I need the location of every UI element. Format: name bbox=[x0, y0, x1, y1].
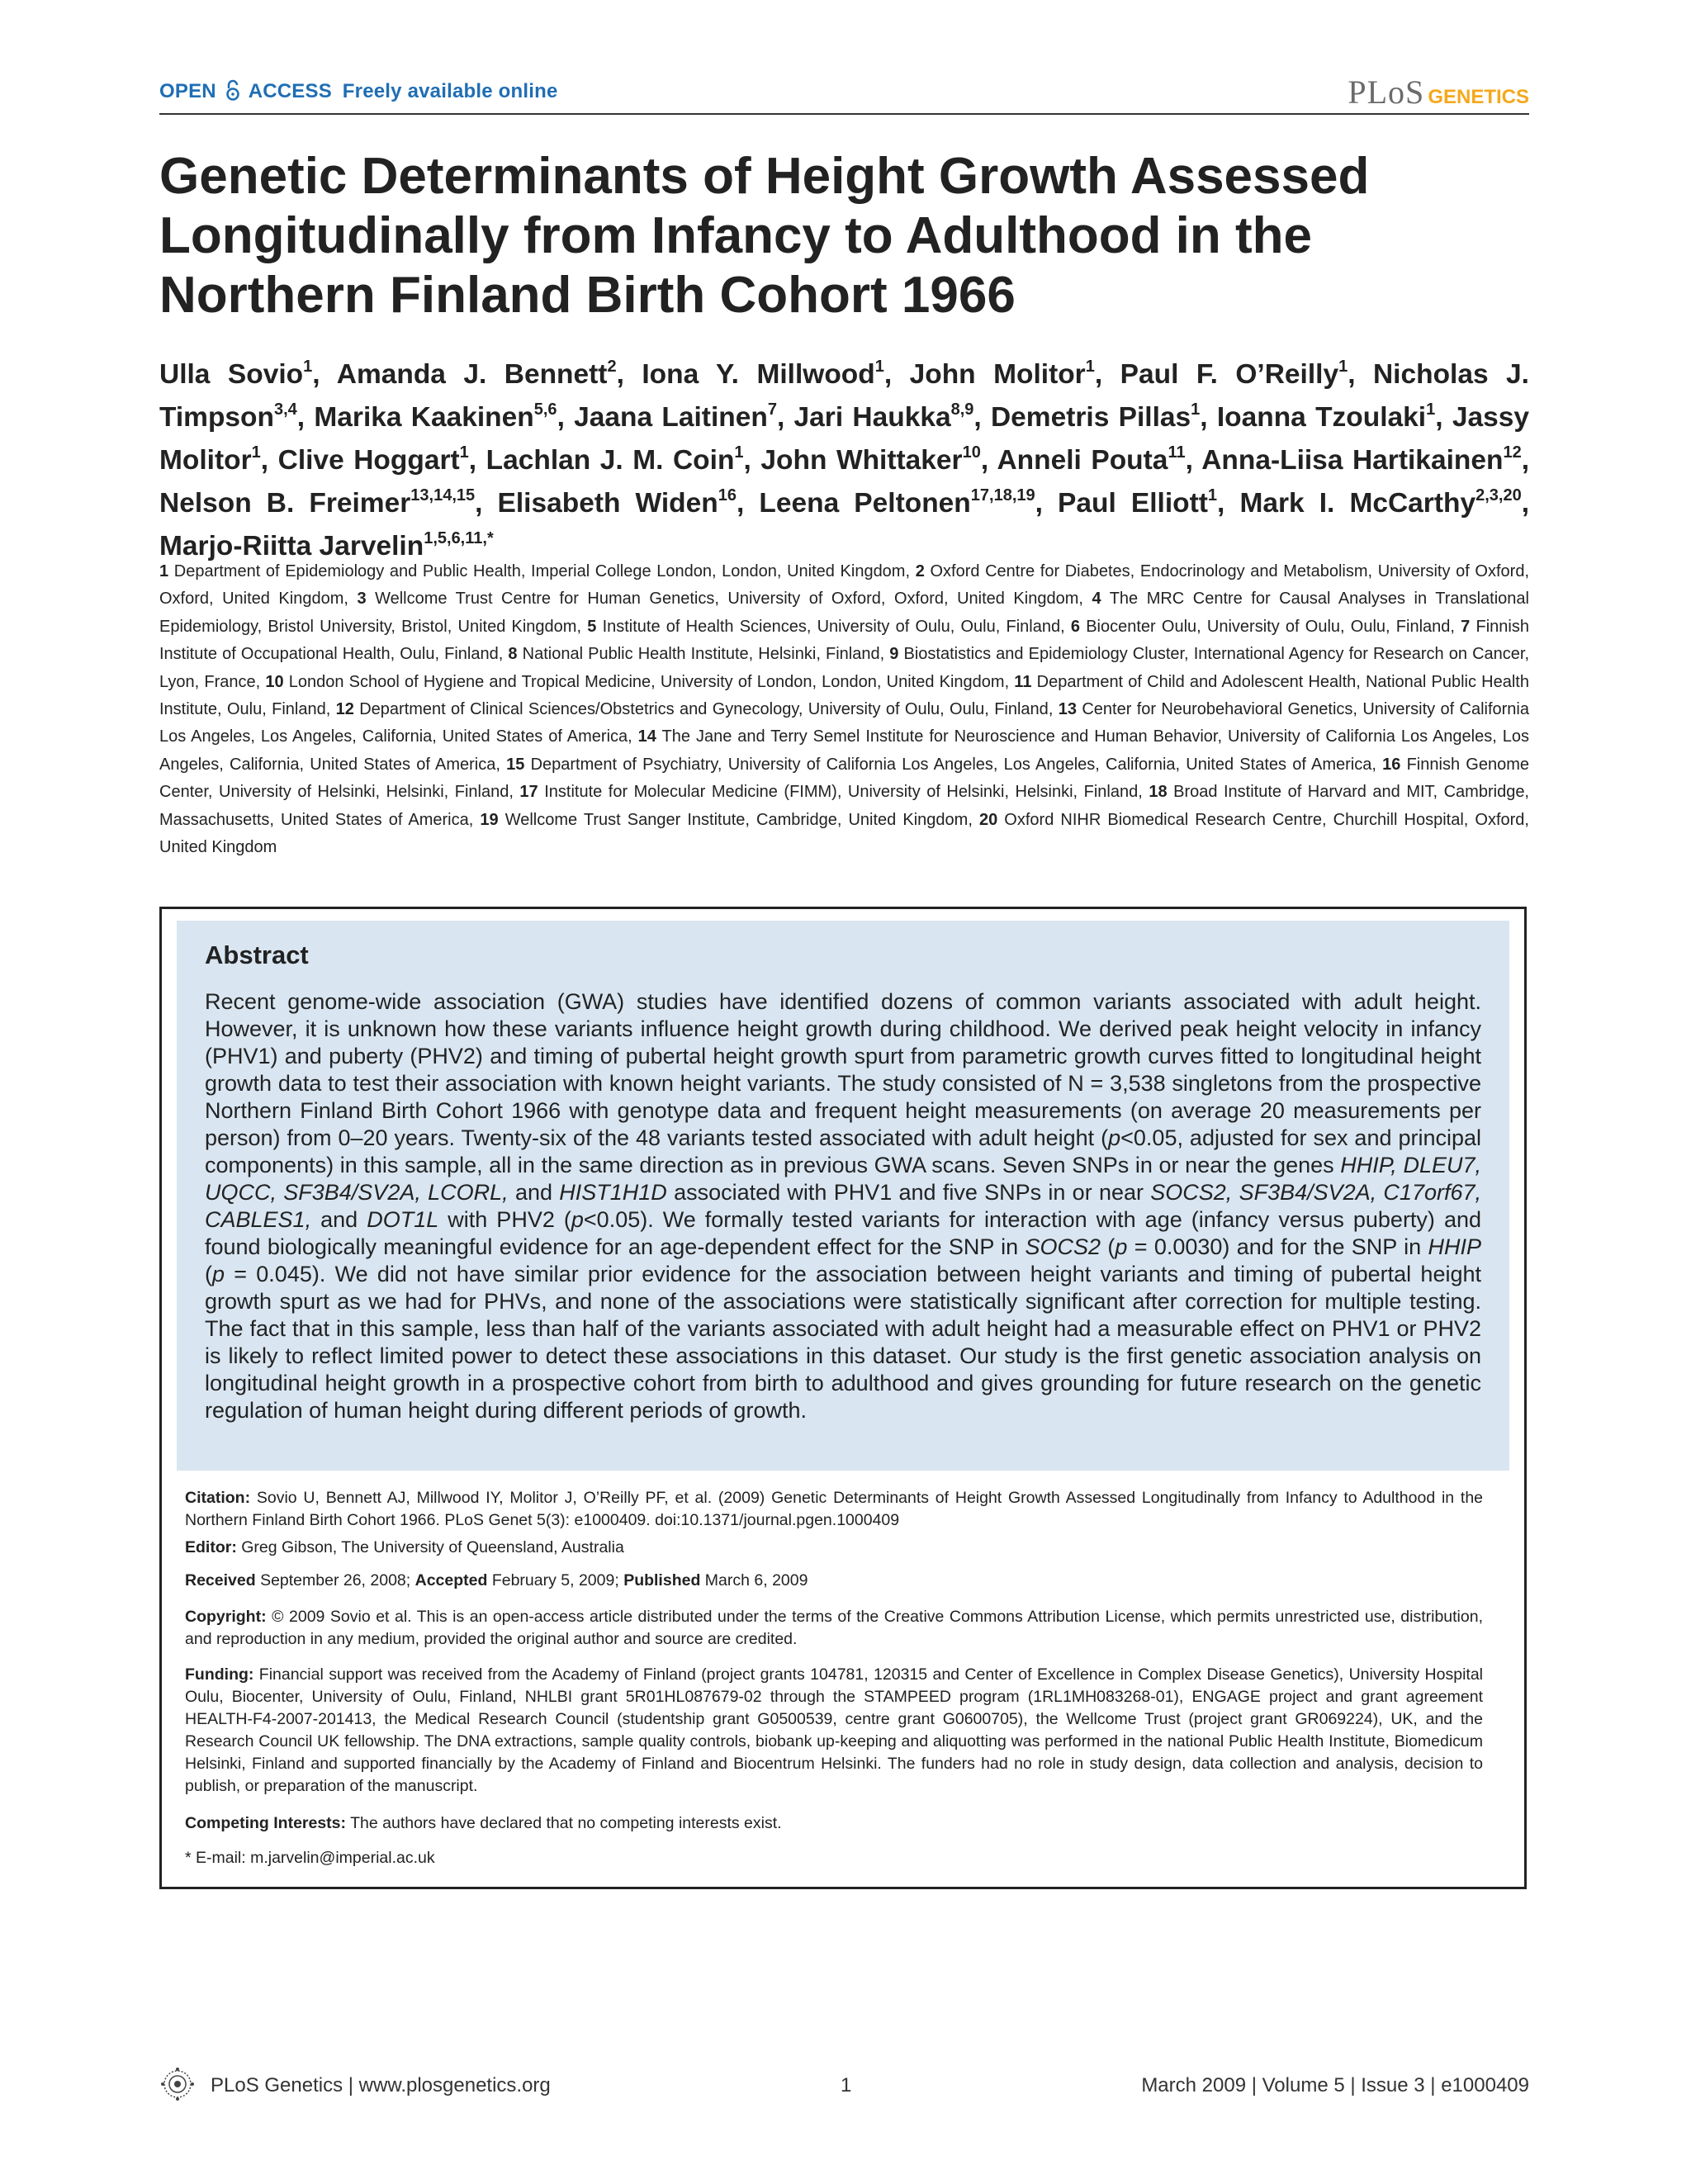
affiliation-number: 2 bbox=[915, 562, 925, 580]
abstract-segment: = 0.045). We did not have similar prior evidence for the association between height variants and timing of pubertal height growth spurt as we had for PHVs, and none of the associations were statistically significant after correction for multiple testing. The fact that in this sample, less than half of the variants associated with adult height had a measurable effect on PHV1 or PHV2 is likely to reflect limited power to detect these associations in this dataset. Our study is the first genetic association analysis on longitudinal height growth in a prospective cohort from birth to adulthood and gives grounding for future research on the genetic regulation of human height during different periods of growth. bbox=[205, 1262, 1481, 1423]
author-affiliation-marker: 1 bbox=[303, 358, 313, 376]
author-name: Nelson B. Freimer bbox=[159, 488, 411, 519]
abstract-segment: = 0.0030) and for the SNP in bbox=[1127, 1234, 1428, 1259]
affiliation bbox=[506, 756, 1371, 774]
author-affiliation-marker: 2 bbox=[607, 358, 617, 376]
author bbox=[574, 402, 777, 433]
affiliation-text: Wellcome Trust Sanger Institute, Cambridge, United Kingdom bbox=[504, 810, 969, 829]
citation-text: Sovio U, Bennett AJ, Millwood IY, Molitor J, O’Reilly PF, et al. (2009) Genetic Determinants of Height Growth Assessed Longitudinally from Infancy to Adulthood in the Northern Finland Birth Cohort 1966. PLoS Genet 5(3): e1000409. doi:10.1371/journal.pgen.1000409 bbox=[185, 1489, 1484, 1529]
affiliation-text: Broad Institute of Harvard and MIT, Cambridge, Massachusetts, United States of America bbox=[159, 783, 1529, 829]
affiliation-text: Center for Neurobehavioral Genetics, University of California Los Angeles, Los Angeles, California, United States of America bbox=[159, 700, 1529, 746]
author-affiliation-marker: 10 bbox=[962, 443, 981, 462]
abstract-segment: Recent genome-wide association (GWA) studies have identified dozens of common variants associated with adult height. However, it is unknown how these variants influence height growth during childhood. We derived peak height velocity in infancy (PHV1) and puberty (PHV2) and timing of pubertal height growth spurt from parametric growth curves fitted to longitudinal height growth data to test their association with known height variants. The study consisted of N = 3,538 singletons from the prospective Northern Finland Birth Cohort 1966 with genotype data and frequent height measurements (on average 20 measurements per person) from 0–20 years. Twenty-six of the 48 variants tested associated with adult height ( bbox=[205, 989, 1481, 1150]
author-affiliation-marker: 1 bbox=[251, 443, 261, 462]
abstract-segment: ( bbox=[1101, 1234, 1115, 1259]
author-name: Jassy Molitor bbox=[159, 402, 1529, 476]
affiliation-number: 5 bbox=[587, 617, 597, 636]
open-access-banner bbox=[159, 79, 558, 103]
email-text[interactable]: * E-mail: m.jarvelin@imperial.ac.uk bbox=[185, 1849, 435, 1867]
page-number: 1 bbox=[841, 2074, 852, 2096]
abstract-italic-term: SOCS2, SF3B4/SV2A, C17orf67, CABLES1, bbox=[205, 1180, 1481, 1232]
affiliation-number: 17 bbox=[519, 783, 538, 802]
editor-label: Editor: bbox=[185, 1538, 237, 1556]
affiliation bbox=[480, 811, 968, 829]
author-name: Ioanna Tzoulaki bbox=[1216, 402, 1427, 433]
author bbox=[159, 488, 475, 519]
affiliation bbox=[508, 645, 879, 663]
copyright-label: Copyright: bbox=[185, 1608, 267, 1626]
author bbox=[997, 445, 1185, 476]
abstract-segment: with PHV2 ( bbox=[438, 1207, 571, 1232]
affiliation bbox=[519, 783, 1138, 801]
affiliation-text: Oxford Centre for Diabetes, Endocrinology and Metabolism, University of Oxford, Oxford, United Kingdom bbox=[159, 562, 1530, 609]
affiliation-number: 10 bbox=[265, 672, 284, 691]
author-affiliation-marker: 1 bbox=[1207, 486, 1218, 505]
author bbox=[1058, 488, 1217, 519]
abstract-segment: and bbox=[508, 1180, 560, 1205]
author bbox=[159, 359, 312, 390]
author-name: Marjo-Riitta Jarvelin bbox=[159, 531, 424, 561]
author-name: Anneli Pouta bbox=[997, 445, 1168, 476]
published-label: Published bbox=[623, 1571, 701, 1589]
genetics-wordmark: GENETICS bbox=[1428, 86, 1529, 108]
author-name: Amanda J. Bennett bbox=[336, 359, 608, 390]
abstract-text bbox=[205, 988, 1481, 1424]
affiliation-text: Department of Clinical Sciences/Obstetrics and Gynecology, University of Oulu, Oulu, Finland bbox=[359, 700, 1049, 719]
author-affiliation-marker: 12 bbox=[1503, 443, 1522, 462]
affiliation-number: 15 bbox=[506, 755, 525, 774]
affiliation-text: London School of Hygiene and Tropical Medicine, University of London, London, United Kingdom bbox=[288, 672, 1005, 691]
funding bbox=[185, 1664, 1483, 1798]
email[interactable] bbox=[185, 1847, 1483, 1869]
affiliation bbox=[159, 562, 905, 580]
author-affiliation-marker: 2,3,20 bbox=[1475, 486, 1522, 505]
access-label: ACCESS bbox=[248, 80, 332, 102]
abstract-italic-term: p bbox=[571, 1207, 584, 1232]
author-affiliation-marker: 17,18,19 bbox=[970, 486, 1035, 505]
abstract-italic-term: HHIP, DLEU7, UQCC, SF3B4/SV2A, LCORL, bbox=[205, 1153, 1481, 1205]
author-name: John Whittaker bbox=[760, 445, 963, 476]
published-date: March 6, 2009 bbox=[704, 1571, 808, 1589]
citation-label: Citation: bbox=[185, 1489, 251, 1507]
affiliation-number: 4 bbox=[1092, 590, 1101, 609]
author bbox=[1120, 359, 1348, 390]
affiliation-text: Oxford NIHR Biomedical Research Centre, Churchill Hospital, Oxford, United Kingdom bbox=[159, 810, 1529, 857]
author-name: Anna-Liisa Hartikainen bbox=[1201, 445, 1504, 476]
abstract-segment: ( bbox=[205, 1262, 212, 1286]
author-name: Lachlan J. M. Coin bbox=[486, 445, 735, 476]
author-list: Ulla Sovio$^1$, Amanda J. Bennett$^2$, Iona Y. Millwood$^1$, John Molitor$^1$, Paul F. O’Reilly$^1$, Nicholas J. Timpson$^{3,4}$, Marika Kaakinen$^{5,6}$, Jaana Laitinen$^7$, Jari Haukka$^{8,9}$, Demetris Pillas$^1$, Ioanna Tzoulaki$^1$, Jassy Molitor$^1$, Clive Hoggart$^1$, Lachlan J. M. Coin$^1$, John Whittaker$^{10}$, Anneli Pouta$^{11}$, Anna-Liisa Hartikainen$^{12}$, Nelson B. Freimer$^{13,14,15}$, Elisabeth Widen$^{16}$, Leena Peltonen$^{17,18,19}$, Paul Elliott$^1$, Mark I. McCarthy$^{2,3,20}$, Marjo-Riitta Jarvelin$^{1,5,6,11,*}$ bbox=[159, 358, 1530, 561]
author-affiliation-marker: 13,14,15 bbox=[410, 486, 476, 505]
open-lock-icon bbox=[225, 79, 240, 101]
affiliation-number: 16 bbox=[1382, 755, 1401, 774]
author-affiliation-marker: 8,9 bbox=[950, 400, 974, 419]
affiliation-text: Wellcome Trust Centre for Human Genetics, University of Oxford, Oxford, United Kingdom bbox=[375, 590, 1079, 609]
received-label: Received bbox=[185, 1571, 256, 1589]
editor bbox=[185, 1537, 1483, 1559]
abstract-heading: Abstract bbox=[205, 940, 309, 969]
affiliation-number: 14 bbox=[637, 727, 656, 746]
author-name: Iona Y. Millwood bbox=[642, 359, 875, 390]
affiliation-number: 6 bbox=[1070, 617, 1080, 636]
journal-logo bbox=[1348, 73, 1529, 111]
footer-issue: March 2009 | Volume 5 | Issue 3 | e1000409 bbox=[1141, 2074, 1529, 2096]
author-name: Elisabeth Widen bbox=[497, 488, 718, 519]
dates bbox=[185, 1570, 1483, 1592]
affiliation-number: 9 bbox=[889, 645, 899, 664]
author bbox=[498, 488, 737, 519]
abstract-segment: <0.05, adjusted for sex and principal components) in this sample, all in the same direction as in previous GWA scans. Seven SNPs in or near the genes bbox=[205, 1125, 1482, 1177]
author bbox=[486, 445, 744, 476]
affiliation bbox=[336, 700, 1049, 718]
footer-journal: PLoS Genetics | www.plosgenetics.org bbox=[211, 2074, 551, 2096]
author-name: Paul Elliott bbox=[1058, 488, 1208, 519]
funding-text: Financial support was received from the Academy of Finland (project grants 104781, 120315 and Center of Excellence in Complex Disease Genetics), University Hospital Oulu, Biocenter, University of Oulu, Finland, NHLBI grant 5R01HL087679-02 through the STAMPEED program (1RL1MH083268-01), ENGAGE project and grant agreement HEALTH-F4-2007-201413, the Medical Research Council (studentship grant G0500539, centre grant G0600705), the Wellcome Trust (project grant GR069224), UK, and the Research Council UK fellowship. The DNA extractions, sample quality controls, biobank up-keeping and aliquotting was performed in the national Public Health Institute, Biomedicum Helsinki, Finland and supported financially by the Academy of Finland and Biocentrum Helsinki. The funders had no role in study design, data collection and analysis, decision to publish, or preparation of the manuscript. bbox=[185, 1665, 1484, 1795]
author bbox=[337, 359, 617, 390]
affiliation-text: Institute for Molecular Medicine (FIMM), University of Helsinki, Helsinki, Finland bbox=[544, 783, 1139, 802]
affiliation-number: 20 bbox=[978, 810, 998, 829]
article-title: Genetic Determinants of Height Growth Assessed Longitudinally from Infancy to Adulthood in the Northern Finland Birth Cohort 1966 bbox=[159, 148, 1370, 324]
accepted-label: Accepted bbox=[414, 1571, 488, 1589]
competing-text: The authors have declared that no competing interests exist. bbox=[350, 1814, 782, 1832]
affiliation-list: 1 Department of Epidemiology and Public Health, Imperial College London, London, United Kingdom, 2 Oxford Centre for Diabetes, Endocrinology and Metabolism, University of Oxford, Oxford, United Kingdom, 3 Wellcome Trust Centre for Human Genetics, University of Oxford, Oxford, United Kingdom, 4 The MRC Centre for Causal Analyses in Translational Epidemiology, Bristol University, Bristol, United Kingdom, 5 Institute of Health Sciences, University of Oulu, Oulu, Finland, 6 Biocenter Oulu, University of Oulu, Oulu, Finland, 7 Finnish Institute of Occupational Health, Oulu, Finland, 8 National Public Health Institute, Helsinki, Finland, 9 Biostatistics and Epidemiology Cluster, International Agency for Research on Cancer, Lyon, France, 10 London School of Hygiene and Tropical Medicine, University of London, London, United Kingdom, 11 Department of Child and Adolescent Health, National Public Health Institute, Oulu, Finland, 12 Department of Clinical Sciences/Obstetrics and Gynecology, University of Oulu, Oulu, Finland, 13 Center for Neurobehavioral Genetics, University of California Los Angeles, Los Angeles, California, United States of America, 14 The Jane and Terry Semel Institute for Neuroscience and Human Behavior, University of California Los Angeles, Los Angeles, California, United States of America, 15 Department of Psychiatry, University of California Los Angeles, Los Angeles, California, United States of America, 16 Finnish Genome Center, University of Helsinki, Helsinki, Finland, 17 Institute for Molecular Medicine (FIMM), University of Helsinki, Helsinki, Finland, 18 Broad Institute of Harvard and MIT, Cambridge, Massachusetts, United States of America, 19 Wellcome Trust Sanger Institute, Cambridge, United Kingdom, 20 Oxford NIHR Biomedical Research Centre, Churchill Hospital, Oxford, United Kingdom bbox=[159, 562, 1530, 857]
author-name: Leena Peltonen bbox=[759, 488, 971, 519]
author-affiliation-marker: 1 bbox=[1191, 400, 1201, 419]
author bbox=[759, 488, 1035, 519]
affiliation bbox=[357, 590, 1078, 608]
affiliation-number: 7 bbox=[1461, 617, 1471, 636]
affiliation bbox=[265, 673, 1004, 691]
author-affiliation-marker: 1 bbox=[1085, 358, 1095, 376]
author-affiliation-marker: 1 bbox=[1426, 400, 1436, 419]
accepted-date: February 5, 2009; bbox=[491, 1571, 619, 1589]
affiliation-number: 1 bbox=[159, 562, 169, 580]
abstract-segment: and bbox=[311, 1207, 367, 1232]
freely-available-label: Freely available online bbox=[342, 80, 558, 102]
author bbox=[1217, 402, 1435, 433]
author-affiliation-marker: 1 bbox=[1338, 358, 1348, 376]
affiliation-text: National Public Health Institute, Helsinki, Finland bbox=[522, 645, 880, 664]
affiliation bbox=[1071, 618, 1451, 636]
affiliation-text: Institute of Health Sciences, University of Oulu, Oulu, Finland bbox=[602, 617, 1061, 636]
funding-label: Funding: bbox=[185, 1665, 254, 1684]
abstract-italic-term: p bbox=[1115, 1234, 1128, 1259]
author bbox=[1201, 445, 1522, 476]
plos-logo-icon bbox=[159, 2066, 196, 2102]
abstract-italic-term: SOCS2 bbox=[1025, 1234, 1101, 1259]
affiliation bbox=[587, 618, 1060, 636]
author bbox=[1239, 488, 1521, 519]
abstract-italic-term: p bbox=[1108, 1125, 1121, 1150]
abstract-segment: associated with PHV1 and five SNPs in or near bbox=[666, 1180, 1151, 1205]
affiliation-text: Department of Child and Adolescent Health, National Public Health Institute, Oulu, Finland bbox=[159, 672, 1529, 719]
author-name: Jari Haukka bbox=[793, 402, 951, 433]
affiliation-text: Finnish Genome Center, University of Helsinki, Helsinki, Finland bbox=[159, 755, 1529, 802]
author-affiliation-marker: 11 bbox=[1168, 443, 1186, 462]
author-name: Demetris Pillas bbox=[990, 402, 1191, 433]
affiliation-text: Biostatistics and Epidemiology Cluster, International Agency for Research on Cancer, Lyon, France bbox=[159, 645, 1530, 691]
plos-wordmark: PLoS bbox=[1348, 73, 1425, 111]
author-name: Jaana Laitinen bbox=[574, 402, 768, 433]
editor-text: Greg Gibson, The University of Queensland, Australia bbox=[241, 1538, 624, 1556]
abstract-frame bbox=[159, 907, 1527, 1889]
author-affiliation-marker: 1,5,6,11,* bbox=[424, 529, 494, 547]
affiliation-text: Finnish Institute of Occupational Health, Oulu, Finland bbox=[159, 617, 1529, 664]
affiliation-text: The MRC Centre for Causal Analyses in Translational Epidemiology, Bristol University, Bristol, United Kingdom bbox=[159, 590, 1529, 636]
abstract-panel bbox=[177, 921, 1509, 1471]
author-affiliation-marker: 7 bbox=[767, 400, 777, 419]
affiliation-number: 13 bbox=[1058, 700, 1077, 719]
author bbox=[910, 359, 1095, 390]
author-affiliation-marker: 3,4 bbox=[273, 400, 297, 419]
author-name: Ulla Sovio bbox=[159, 359, 304, 390]
affiliation-text: Department of Psychiatry, University of California Los Angeles, Los Angeles, California, United States of America bbox=[530, 755, 1372, 774]
affiliation-number: 11 bbox=[1014, 672, 1032, 691]
competing-label: Competing Interests: bbox=[185, 1814, 347, 1832]
affiliation-number: 19 bbox=[480, 810, 499, 829]
abstract-italic-term: p bbox=[212, 1262, 225, 1286]
copyright bbox=[185, 1606, 1483, 1651]
author bbox=[760, 445, 980, 476]
affiliation-text: Biocenter Oulu, University of Oulu, Oulu, Finland bbox=[1086, 617, 1451, 636]
header-rule bbox=[159, 113, 1529, 115]
author-name: Paul F. O’Reilly bbox=[1120, 359, 1339, 390]
copyright-text: © 2009 Sovio et al. This is an open-access article distributed under the terms of the Creative Commons Attribution License, which permits unrestricted use, distribution, and reproduction in any medium, provided the original author and source are credited. bbox=[185, 1608, 1484, 1648]
author-affiliation-marker: 1 bbox=[459, 443, 469, 462]
author-name: John Molitor bbox=[909, 359, 1086, 390]
abstract-italic-term: DOT1L bbox=[367, 1207, 439, 1232]
affiliation-number: 18 bbox=[1149, 783, 1168, 802]
author bbox=[278, 445, 469, 476]
affiliation-text: Department of Epidemiology and Public Health, Imperial College London, London, United Kingdom bbox=[173, 562, 906, 580]
author-name: Nicholas J. Timpson bbox=[159, 359, 1529, 433]
author bbox=[642, 359, 884, 390]
author bbox=[159, 531, 494, 561]
author-name: Clive Hoggart bbox=[277, 445, 460, 476]
affiliation-number: 12 bbox=[335, 700, 354, 719]
author-name: Marika Kaakinen bbox=[314, 402, 534, 433]
affiliation-text: The Jane and Terry Semel Institute for Neuroscience and Human Behavior, University of California Los Angeles, Los Angeles, California, United States of America bbox=[159, 727, 1529, 774]
received-date: September 26, 2008; bbox=[260, 1571, 411, 1589]
citation bbox=[185, 1487, 1483, 1532]
author bbox=[314, 402, 557, 433]
abstract-italic-term: HHIP bbox=[1428, 1234, 1481, 1259]
competing-interests bbox=[185, 1812, 1483, 1835]
affiliation-number: 8 bbox=[508, 645, 518, 664]
author-affiliation-marker: 1 bbox=[874, 358, 884, 376]
author bbox=[991, 402, 1200, 433]
author-name: Mark I. McCarthy bbox=[1239, 488, 1476, 519]
affiliation-number: 3 bbox=[357, 590, 367, 609]
author-affiliation-marker: 1 bbox=[734, 443, 744, 462]
abstract-italic-term: HIST1H1D bbox=[559, 1180, 667, 1205]
journal-header bbox=[159, 73, 1529, 114]
abstract-segment: <0.05). We formally tested variants for interaction with age (infancy versus puberty) and found biologically meaningful evidence for an age-dependent effect for the SNP in bbox=[205, 1207, 1482, 1259]
author bbox=[794, 402, 974, 433]
author-affiliation-marker: 16 bbox=[718, 486, 737, 505]
open-label: OPEN bbox=[159, 80, 216, 102]
author-affiliation-marker: 5,6 bbox=[533, 400, 557, 419]
page-footer bbox=[159, 2071, 1529, 2104]
